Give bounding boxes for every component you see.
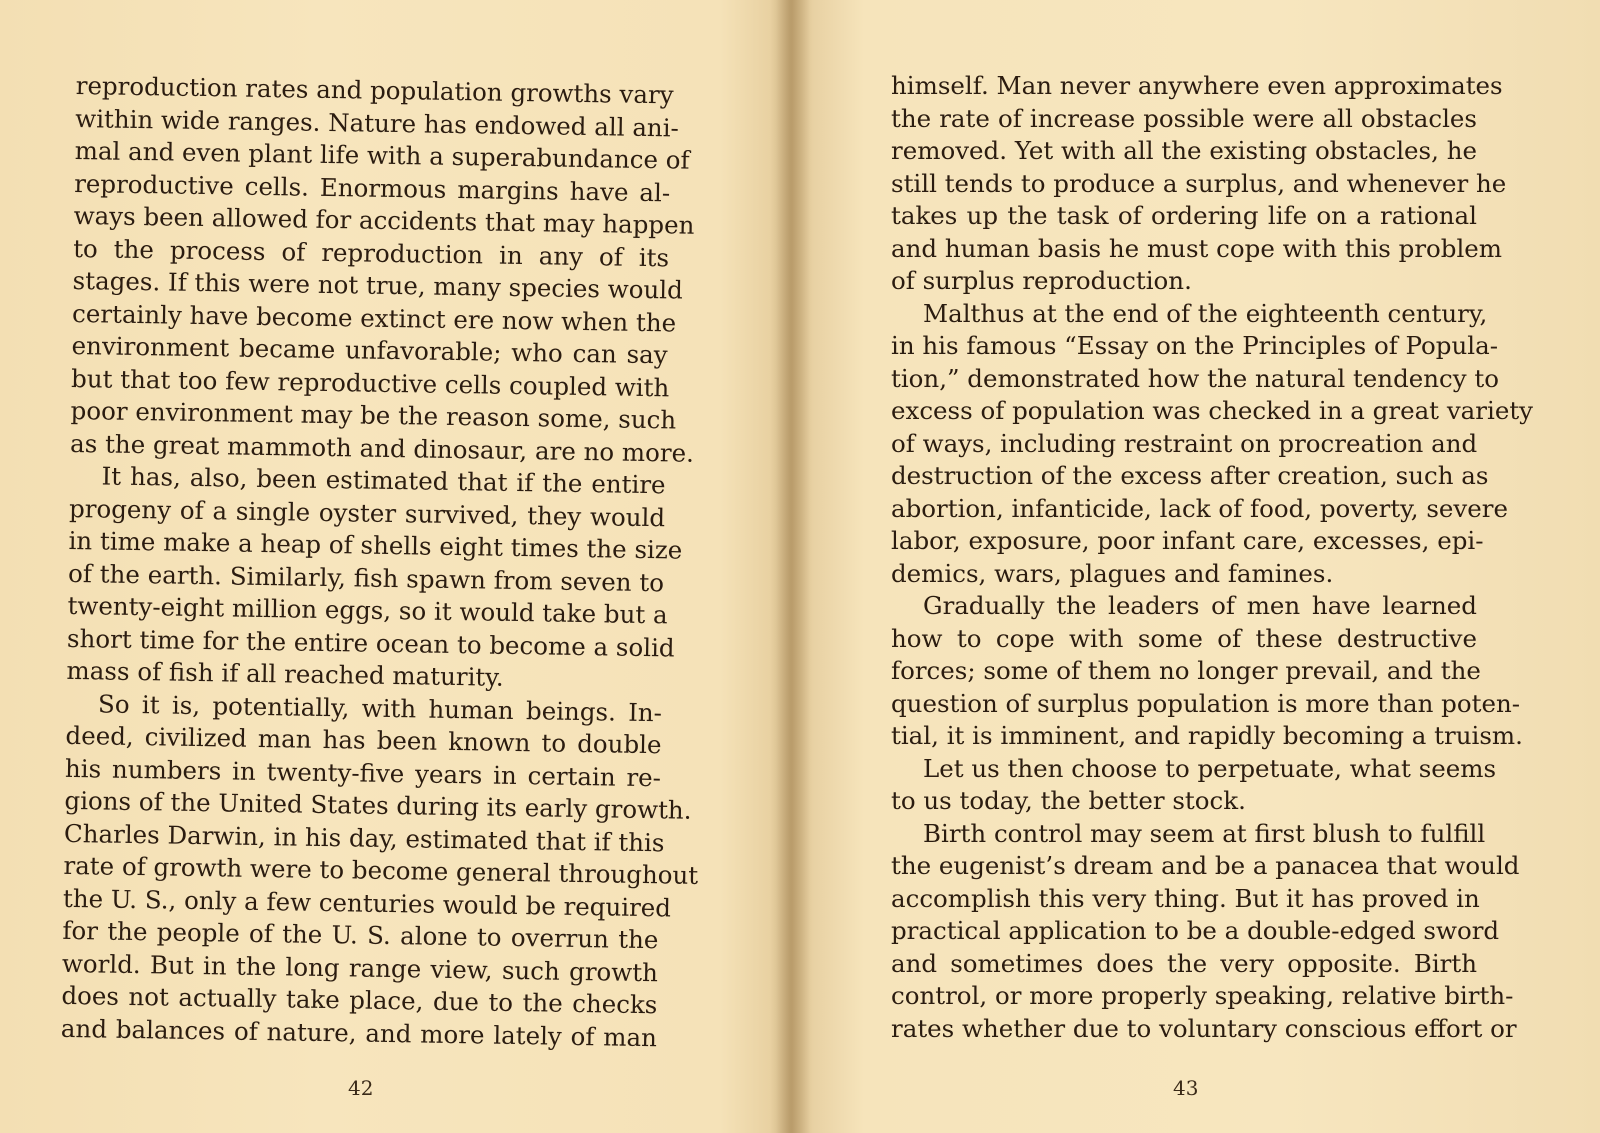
text-line: for the people of the U. S. alone to overrun the xyxy=(62,915,659,955)
text-line: forces; some of them no longer prevail, and the xyxy=(891,656,1481,685)
text-line: abortion, infanticide, lack of food, poverty, severe xyxy=(891,493,1508,523)
text-line: in time make a heap of shells eight times the size xyxy=(68,525,683,565)
text-line: short time for the entire ocean to become a solid xyxy=(66,623,675,662)
text-line: the rate of increase possible were all obstacles xyxy=(891,103,1477,133)
page-number: 42 xyxy=(348,1076,374,1100)
text-line: himself. Man never anywhere even approximates xyxy=(891,71,1503,100)
text-line: certainly have become extinct ere now when the xyxy=(71,298,677,337)
text-line: Malthus at the end of the eighteenth century, xyxy=(923,298,1488,328)
text-line: labor, exposure, poor infant care, excesses, epi- xyxy=(891,526,1484,555)
text-line: of the earth. Similarly, fish spawn from seven to xyxy=(67,558,665,597)
text-line: reproduction rates and population growths vary xyxy=(75,70,674,110)
right-page xyxy=(795,0,1600,1133)
text-line: world. But in the long range view, such growth xyxy=(61,948,659,987)
text-line: mal and even plant life with a superabundance of xyxy=(74,135,690,175)
text-line: twenty-eight million eggs, so it would take but a xyxy=(67,590,668,630)
text-line: the eugenist’s dream and be a panacea that would xyxy=(891,851,1520,880)
text-line: and balances of nature, and more lately of man xyxy=(60,1013,658,1052)
text-line: removed. Yet with all the existing obstacles, he xyxy=(891,136,1477,165)
text-line: rates whether due to voluntary conscious effort or xyxy=(891,1013,1517,1043)
text-line: but that too few reproductive cells coupled with xyxy=(70,363,670,402)
text-line: mass of fish if all reached maturity. xyxy=(66,655,504,692)
text-line: practical application to be a double-edged sword xyxy=(891,916,1500,945)
text-line: tion,” demonstrated how the natural tendency to xyxy=(891,363,1499,393)
text-line: destruction of the excess after creation, such as xyxy=(891,461,1489,490)
text-line: environment became unfavorable; who can say xyxy=(71,330,668,370)
text-line: Let us then choose to perpetuate, what seems xyxy=(923,753,1497,783)
text-line: of ways, including restraint on procreation and xyxy=(891,428,1478,458)
text-line: his numbers in twenty-five years in certain re- xyxy=(64,753,662,792)
right-page-text xyxy=(891,70,1534,1045)
text-line: reproductive cells. Enormous margins have al- xyxy=(73,168,671,207)
text-line: accomplish this very thing. But it has proved in xyxy=(891,883,1480,913)
text-line: Gradually the leaders of men have learned xyxy=(923,591,1477,620)
text-line: in his famous “Essay on the Principles of Popula- xyxy=(891,331,1498,360)
page-number: 43 xyxy=(1173,1076,1199,1100)
text-line: gions of the United States during its early growth. xyxy=(64,785,692,825)
text-line: Birth control may seem at first blush to fulfill xyxy=(923,818,1486,848)
text-line: to us today, the better stock. xyxy=(891,786,1246,815)
text-line: poor environment may be the reason some, such xyxy=(70,395,677,435)
text-line: and sometimes does the very opposite. Birth xyxy=(891,948,1477,978)
text-line: of surplus reproduction. xyxy=(891,266,1192,295)
text-line: how to cope with some of these destructive xyxy=(891,623,1477,653)
text-line: So it is, potentially, with human beings. In- xyxy=(97,688,663,727)
text-line: control, or more properly speaking, relative birth- xyxy=(891,981,1514,1010)
text-line: deed, civilized man has been known to double xyxy=(65,720,662,760)
text-line: the U. S., only a few centuries would be required xyxy=(62,883,672,922)
text-line: ways been allowed for accidents that may happen xyxy=(73,200,695,240)
text-line: tial, it is imminent, and rapidly becoming a truism. xyxy=(891,721,1523,750)
text-line: progeny of a single oyster survived, they would xyxy=(68,493,666,532)
left-page xyxy=(0,0,795,1133)
text-line: does not actually take place, due to the checks xyxy=(61,980,658,1020)
text-line: stages. If this were not true, many species would xyxy=(72,265,684,305)
text-line: as the great mammoth and dinosaur, are no more. xyxy=(69,428,695,468)
text-line: rate of growth were to become general throughout xyxy=(63,850,699,890)
left-page-text xyxy=(60,70,699,1054)
text-line: It has, also, been estimated that if the entire xyxy=(101,461,666,500)
text-line: takes up the task of ordering life on a rational xyxy=(891,201,1477,230)
text-line: excess of population was checked in a great variety xyxy=(891,396,1534,425)
text-line: to the process of reproduction in any of its xyxy=(72,233,670,272)
text-line: and human basis he must cope with this problem xyxy=(891,233,1503,263)
text-line: question of surplus population is more than poten- xyxy=(891,688,1521,718)
text-line: still tends to produce a surplus, and whenever he xyxy=(891,168,1507,198)
text-line: within wide ranges. Nature has endowed all ani- xyxy=(75,103,680,142)
text-line: demics, wars, plagues and famines. xyxy=(891,558,1334,588)
text-line: Charles Darwin, in his day, estimated that if this xyxy=(63,818,665,857)
